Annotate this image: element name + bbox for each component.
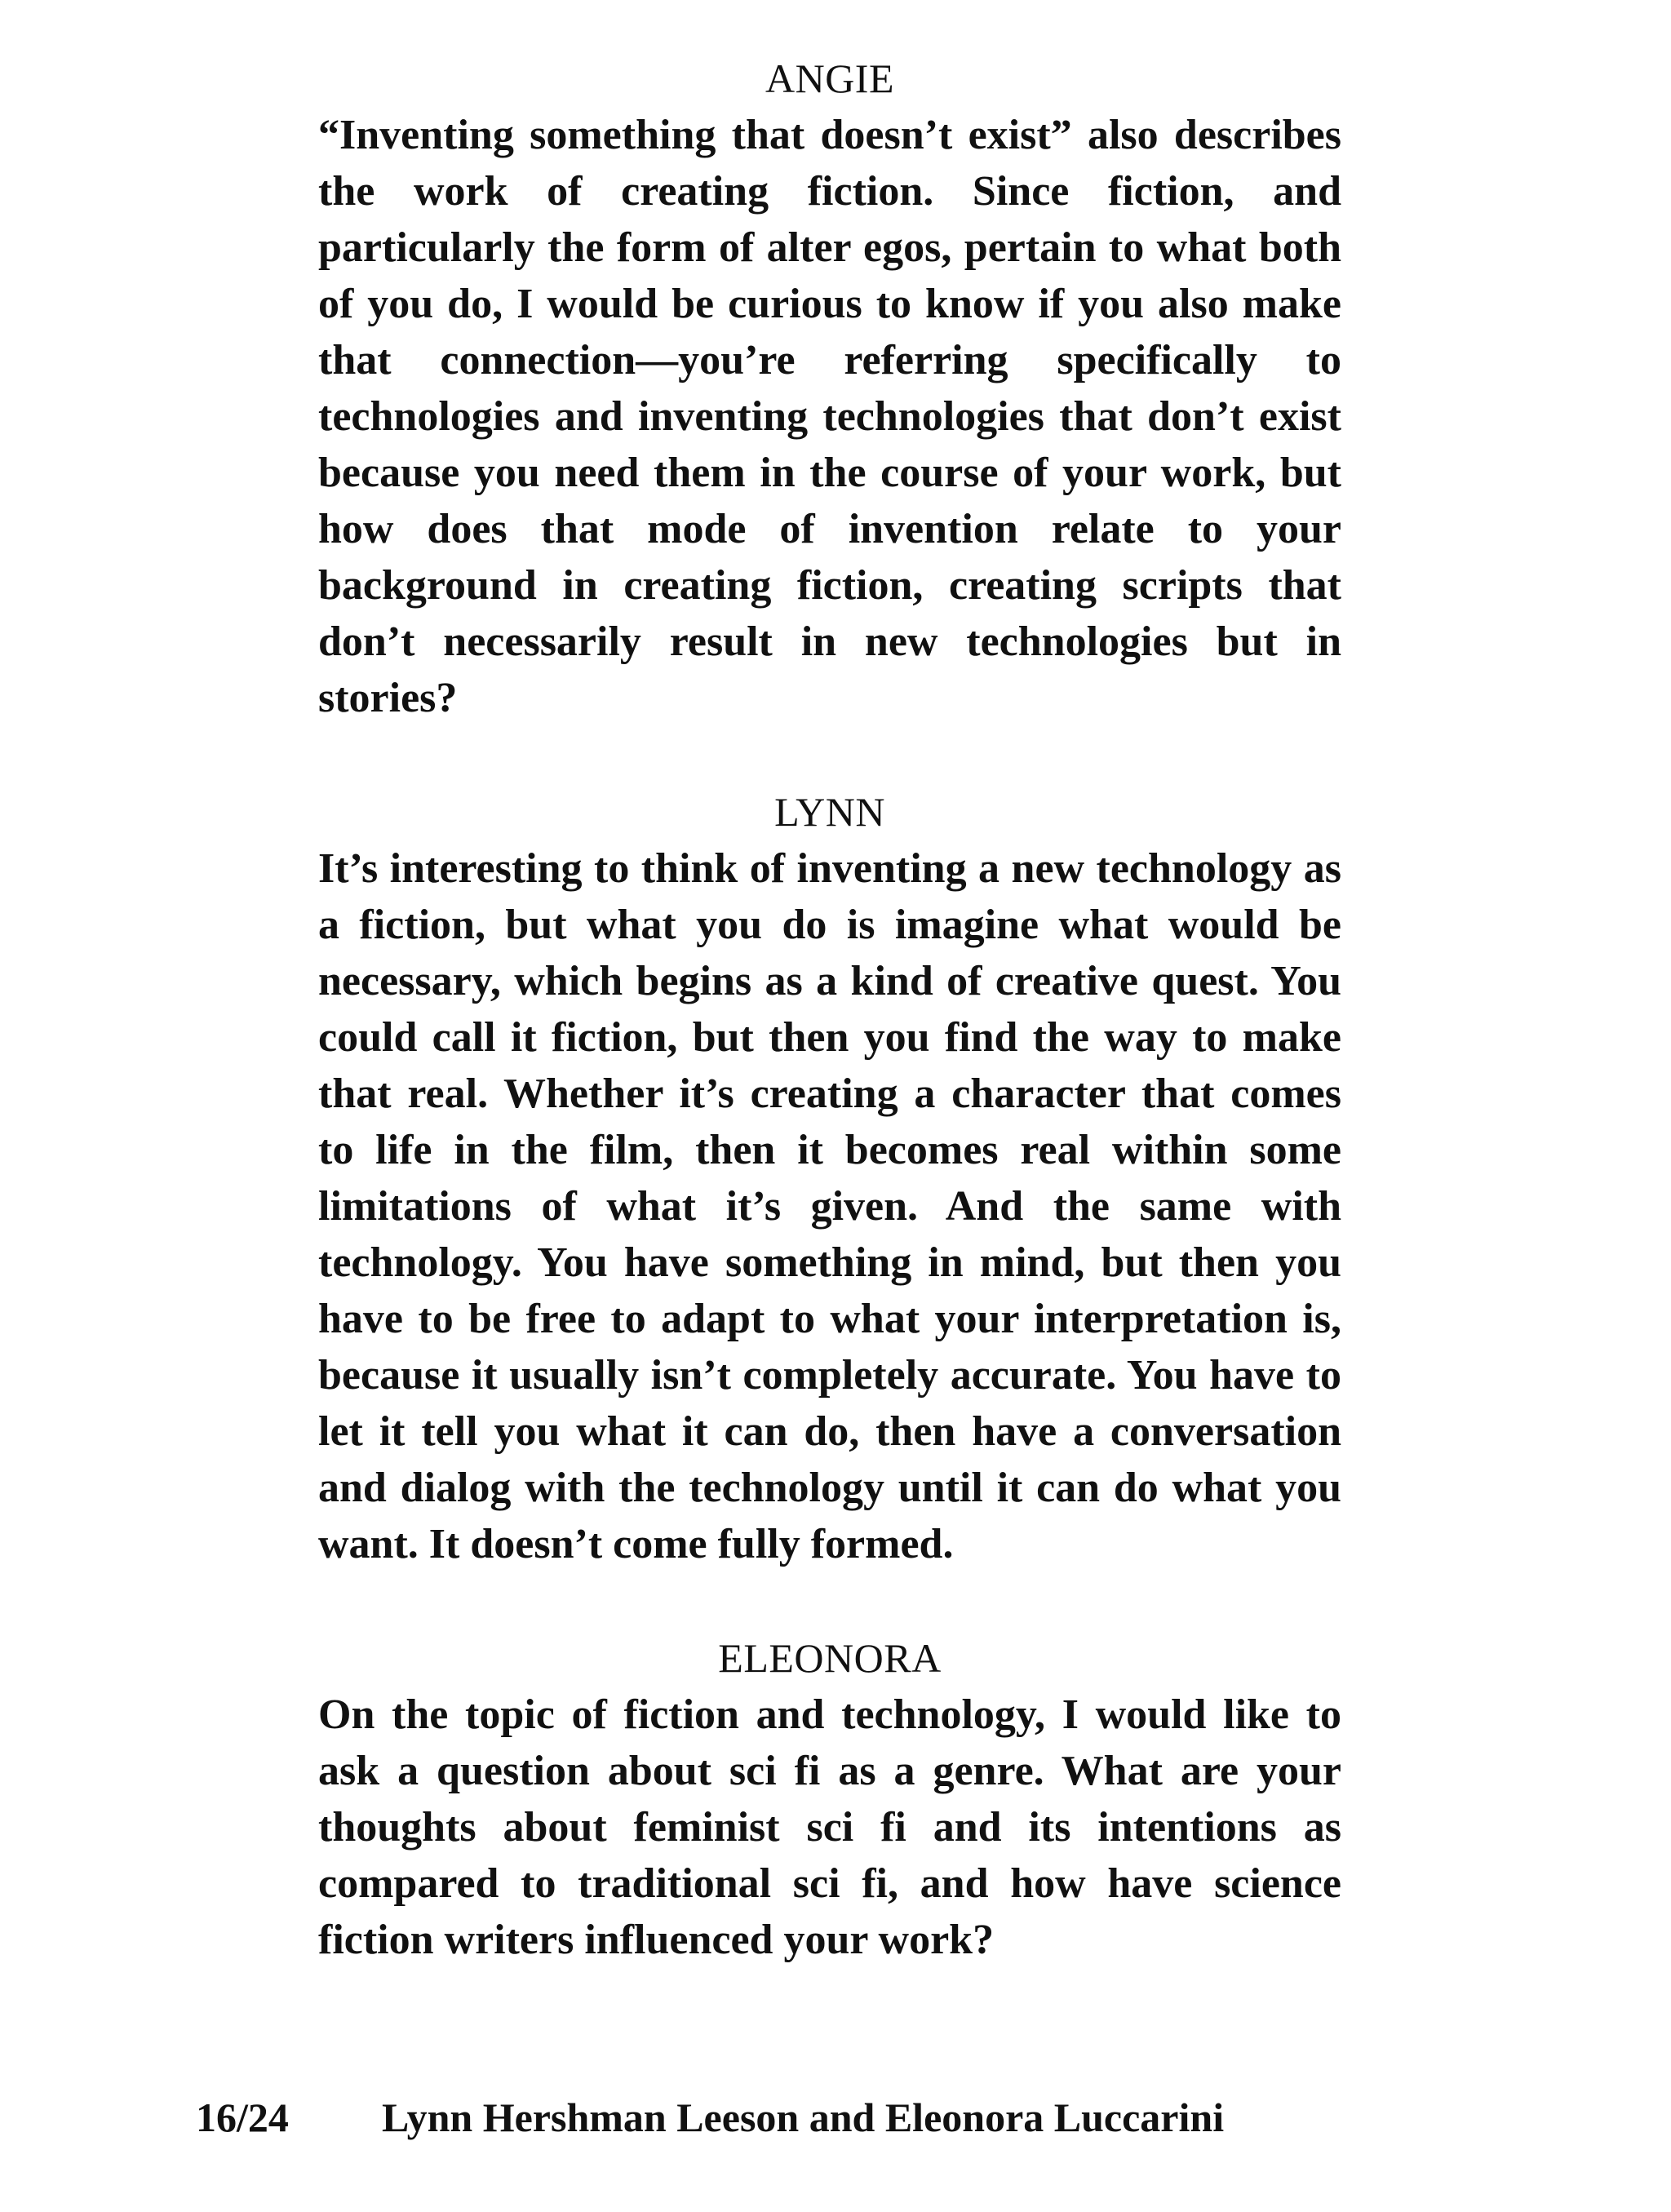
transcript-entry-angie bbox=[318, 51, 1341, 726]
speaker-name: ELEONORA bbox=[718, 1635, 942, 1681]
speaker-text: It’s interesting to think of inventing a new technology as a fiction, but what you do is imagine what would be necessary, which begins as a kind of creative quest. You could call it fiction, but then you find the way to make that real. Whether it’s creating a character that comes to life in the film, then it becomes real within some limitations of what it’s given. And the same with technology. You have something in mind, but then you have to be free to adapt to what your interpretation is, because it usually isn’t completely accurate. You have to let it tell you what it can do, then have a conversation and dialog with the technology until it can do what you want. It doesn’t come fully formed. bbox=[318, 845, 1341, 1567]
speaker-text: “Inventing something that doesn’t exist” also describes the work of creating fiction. Since fiction, and particularly the form of alter egos, pertain to what both of you do, I would be curious to know if you also make that connection—you’re referring specifically to technologies and inventing technologies that don’t exist because you need them in the course of your work, but how does that mode of invention relate to your background in creating fiction, creating scripts that don’t necessarily result in new technologies but in stories? bbox=[318, 112, 1341, 721]
page-number: 16/24 bbox=[196, 2095, 289, 2140]
transcript-column bbox=[318, 51, 1341, 2026]
speaker-name: ANGIE bbox=[765, 55, 895, 101]
running-title: Lynn Hershman Leeson and Eleonora Luccarini bbox=[382, 2095, 1225, 2140]
transcript-entry-eleonora bbox=[318, 1630, 1341, 1968]
transcript-entry-lynn bbox=[318, 784, 1341, 1572]
speaker-name: LYNN bbox=[774, 789, 885, 835]
page-footer bbox=[196, 2093, 1224, 2142]
speaker-text: On the topic of fiction and technology, I would like to ask a question about sci fi as a genre. What are your thoughts about feminist sci fi and its intentions as compared to traditional sci fi, and how have science fiction writers influenced your work? bbox=[318, 1691, 1341, 1963]
